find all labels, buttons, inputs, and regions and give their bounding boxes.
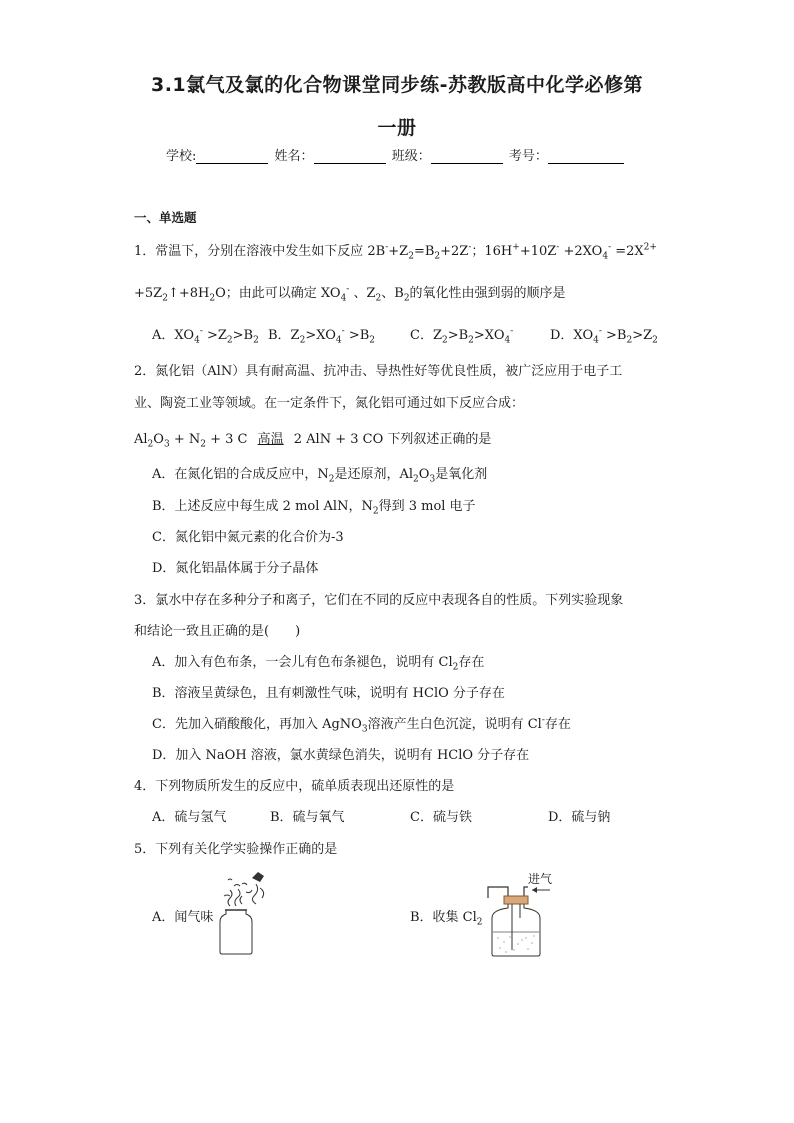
q4-stem: 4．下列物质所发生的反应中，硫单质表现出还原性的是: [134, 779, 455, 794]
q3-option-d[interactable]: D．加入 NaOH 溶液，氯水黄绿色消失，说明有 HClO 分子存在: [152, 748, 530, 763]
q1-stem-line2: $+5Z_2↑+8H_2O$；由此可以确定 $XO_4^-$ 、$Z_2$、$B_2$的氧化性由强到弱的顺序是: [134, 284, 566, 304]
q1-option-a[interactable]: A．$XO_4^- >Z_2>B_2$: [152, 326, 259, 346]
school-label: 学校:: [166, 149, 197, 164]
q2-stem-line2: 业、陶瓷工业等领域。在一定条件下，氮化铝可通过如下反应合成：: [134, 396, 525, 411]
q5-stem: 5．下列有关化学实验操作正确的是: [134, 842, 338, 857]
class-label: 班级：: [391, 149, 431, 164]
class-blank[interactable]: [431, 149, 503, 164]
q3-option-b[interactable]: B．溶液呈黄绿色，且有刺激性气味，说明有 HClO 分子存在: [152, 686, 505, 701]
q4-option-d[interactable]: D．硫与钠: [548, 810, 611, 825]
section-heading: 一、单选题: [134, 210, 197, 225]
q3-option-a[interactable]: A．加入有色布条，一会儿有色布条褪色，说明有 $Cl_2$存在: [152, 655, 485, 673]
number-blank[interactable]: [548, 149, 624, 164]
q2-stem-line1: 2．氮化铝（AlN）具有耐高温、抗冲击、导热性好等优良性质，被广泛应用于电子工: [134, 364, 623, 379]
q4-option-a[interactable]: A．硫与氢气: [152, 810, 227, 825]
q4-option-b[interactable]: B．硫与氧气: [270, 810, 345, 825]
q4-option-c[interactable]: C．硫与铁: [410, 810, 472, 825]
q3-stem-line1: 3．氯水中存在多种分子和离子，它们在不同的反应中表现各自的性质。下列实验现象: [134, 593, 624, 608]
q5-option-a[interactable]: A．闻气味: [152, 910, 214, 925]
name-label: 姓名：: [274, 149, 314, 164]
q2-equation: $Al_2O_3 + N_2 + 3$ C 高温 2 AlN + 3 CO 下列叙述正确的是: [134, 432, 492, 450]
q1-stem-line1: 1．常温下，分别在溶液中发生如下反应 $2B^-+Z_2=B_2+2Z^-$；$16H^++10Z^- +2XO_4^- =2X^{2+}$: [134, 242, 657, 262]
number-label: 考号：: [508, 149, 548, 164]
q2-option-c[interactable]: C．氮化铝中氮元素的化合价为-3: [152, 530, 344, 545]
q3-stem-line2: 和结论一致且正确的是( ): [134, 624, 301, 639]
page-title-line2: 一册: [377, 117, 417, 139]
smell-gas-illustration: [212, 866, 276, 956]
reaction-condition: 高温: [257, 432, 284, 447]
page-title: 3.1氯气及氯的化合物课堂同步练-苏教版高中化学必修第: [150, 74, 644, 96]
q1-option-d[interactable]: D．$XO_4^- >B_2>Z_2$: [550, 326, 658, 346]
school-blank[interactable]: [196, 149, 268, 164]
q2-option-d[interactable]: D．氮化铝晶体属于分子晶体: [152, 561, 319, 576]
q2-option-b[interactable]: B．上述反应中每生成 2 mol AlN，$N_2$得到 3 mol 电子: [152, 499, 476, 517]
q5-option-b[interactable]: B．收集 $Cl_2$: [410, 910, 483, 928]
gas-inlet-label: 进气: [528, 872, 553, 886]
gas-collection-bottle-illustration: [484, 878, 564, 958]
q1-option-b[interactable]: B．$Z_2>XO_4^- >B_2$: [268, 326, 375, 346]
student-info: [166, 145, 626, 164]
q1-option-c[interactable]: C．$Z_2>B_2>XO_4^-$: [410, 326, 514, 346]
name-blank[interactable]: [314, 149, 386, 164]
q3-option-c[interactable]: C．先加入硝酸酸化，再加入 AgNO$_3$溶液产生白色沉淀，说明有 Cl-存在: [152, 715, 571, 735]
q2-option-a[interactable]: A．在氮化铝的合成反应中，$N_2$是还原剂，$Al_2O_3$是氧化剂: [152, 467, 488, 485]
